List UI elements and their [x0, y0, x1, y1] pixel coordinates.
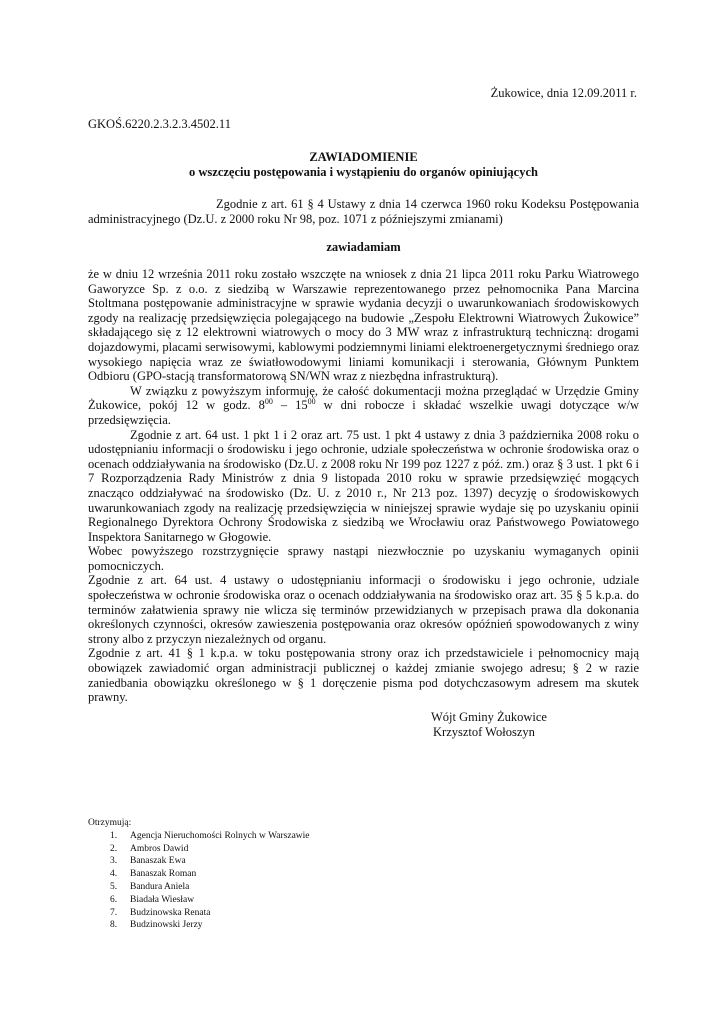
- recipient-item: [88, 919, 310, 932]
- recipient-name: Biadała Wiesław: [130, 894, 195, 905]
- signatory-name: Krzysztof Wołoszyn: [433, 725, 535, 739]
- paragraph-2-text-before: W związku z powyższym informuję, że całość dokumentacji można przeglądać w Urzędzie Gminy Żukowice, pokój 12 w godz. 8: [88, 383, 639, 413]
- recipient-number: 2.: [110, 843, 118, 854]
- recipient-number: 3.: [110, 856, 118, 867]
- recipient-item: [88, 868, 310, 881]
- recipient-item: [88, 843, 310, 856]
- document-body: [88, 267, 639, 705]
- recipients-list: [88, 830, 310, 932]
- hour-end-minutes: 00: [307, 397, 316, 407]
- document-subtitle: o wszczęciu postępowania i wystąpieniu do organów opiniujących: [189, 165, 538, 179]
- recipient-name: Budzinowski Jerzy: [130, 920, 203, 931]
- reference-number: GKOŚ.6220.2.3.2.3.4502.11: [88, 117, 231, 131]
- recipient-item: [88, 907, 310, 920]
- document-title: ZAWIADOMIENIE: [309, 150, 418, 164]
- paragraph-4: Wobec powyższego rozstrzygnięcie sprawy nastąpi niezwłocznie po uzyskaniu wymaganych opinii pomocniczych.: [88, 544, 639, 573]
- signature-block: [431, 710, 547, 740]
- recipient-number: 8.: [110, 920, 118, 931]
- recipient-item: [88, 881, 310, 894]
- recipient-number: 4.: [110, 869, 118, 880]
- paragraph-2: [88, 384, 639, 428]
- recipient-name: Budzinowska Renata: [130, 907, 211, 918]
- recipient-number: 6.: [110, 894, 118, 905]
- recipient-number: 5.: [110, 881, 118, 892]
- recipient-name: Agencja Nieruchomości Rolnych w Warszawie: [130, 830, 310, 841]
- place-date: Żukowice, dnia 12.09.2011 r.: [490, 86, 637, 100]
- recipient-name: Banaszak Ewa: [130, 856, 186, 867]
- notice-heading: zawiadamiam: [326, 240, 401, 254]
- recipient-name: Ambros Dawid: [130, 843, 189, 854]
- hour-start-minutes: 00: [264, 397, 273, 407]
- recipient-number: 1.: [110, 830, 118, 841]
- recipient-item: [88, 894, 310, 907]
- recipient-name: Banaszak Roman: [130, 869, 197, 880]
- paragraph-1: że w dniu 12 września 2011 roku zostało wszczęte na wniosek z dnia 21 lipca 2011 roku Parku Wiatrowego Gaworyzce Sp. z o.o. z siedzibą w Warszawie reprezentowanego przez pełnomocnika Pana Marcina Stoltmana postępowanie administracyjne w sprawie wydania decyzji o uwarunkowaniach środowiskowych zgody na realizację przedsięwzięcia polegającego na budowie „Zespołu Elektrowni Wiatrowych Żukowice” składającego się z 12 elektrowni wiatrowych o mocy do 3 MW wraz z infrastrukturą techniczną: drogami dojazdowymi, placami serwisowymi, kablowymi podziemnymi liniami elektroenergetycznymi średniego oraz wysokiego napięcia wraz ze światłowodowymi liniami komunikacji i sterowania, Głównym Punktem Odbioru (GPO-stacją transformatorową SN/WN wraz z niezbędna infrastrukturą).: [88, 267, 639, 384]
- paragraph-2-text-after: w dni robocze i składać wszelkie uwagi dotyczące w/w przedsięwzięcia.: [88, 398, 640, 427]
- recipient-number: 7.: [110, 907, 118, 918]
- recipients-block: [88, 817, 310, 932]
- document-title-block: [88, 150, 639, 180]
- legal-basis-intro: Zgodnie z art. 61 § 4 Ustawy z dnia 14 czerwca 1960 roku Kodeksu Postępowania administracyjnego (Dz.U. z 2000 roku Nr 98, poz. 1071 z późniejszymi zmianami): [88, 197, 639, 226]
- recipient-item: [88, 855, 310, 868]
- paragraph-2-hour-end: – 15: [272, 398, 308, 413]
- paragraph-5: Zgodnie z art. 64 ust. 4 ustawy o udostępnianiu informacji o środowisku i jego ochronie, udziale społeczeństwa w ochronie środowiska oraz o ocenach oddziaływania na środowisko oraz art. 35 § 5 k.p.a. do terminów załatwienia sprawy nie wlicza się terminów przewidzianych w przepisach prawa dla dokonania określonych czynności, okresów zawieszenia postępowania oraz okresów opóźnień spowodowanych z winy strony albo z przyczyn niezależnych od organu.: [88, 573, 639, 646]
- recipient-item: [88, 830, 310, 843]
- recipient-name: Bandura Aniela: [130, 881, 190, 892]
- signatory-title: Wójt Gminy Żukowice: [431, 710, 547, 724]
- paragraph-6: Zgodnie z art. 41 § 1 k.p.a. w toku postępowania strony oraz ich przedstawiciele i pełnomocnicy mają obowiązek zawiadomić organ administracji publicznej o każdej zmianie swojego adresu; § 2 w razie zaniedbania obowiązku określonego w § 1 doręczenie pisma pod dotychczasowym adresem ma skutek prawny.: [88, 646, 639, 705]
- recipients-label: Otrzymują:: [88, 818, 132, 828]
- paragraph-3: Zgodnie z art. 64 ust. 1 pkt 1 i 2 oraz art. 75 ust. 1 pkt 4 ustawy z dnia 3 października 2008 roku o udostępnianiu informacji o środowisku i jego ochronie, udziale społeczeństwa w ochronie środowiska oraz o ocenach oddziaływania na środowisko (Dz.U. z 2008 roku Nr 199 poz 1227 z póź. zm.) oraz § 3 ust. 1 pkt 6 i 7 Rozporządzenia Rady Ministrów z dnia 9 listopada 2010 roku w sprawie przedsięwzięć mogących znacząco oddziaływać na środowisko (Dz. U. z 2010 r., Nr 213 poz. 1397) decyzję o środowiskowych uwarunkowaniach zgody na realizację przedsięwzięcia w niniejszej sprawie wydaje się po uzyskaniu opinii Regionalnego Dyrektora Ochrony Środowiska z siedzibą we Wrocławiu oraz Państwowego Powiatowego Inspektora Sanitarnego w Głogowie.: [88, 427, 639, 544]
